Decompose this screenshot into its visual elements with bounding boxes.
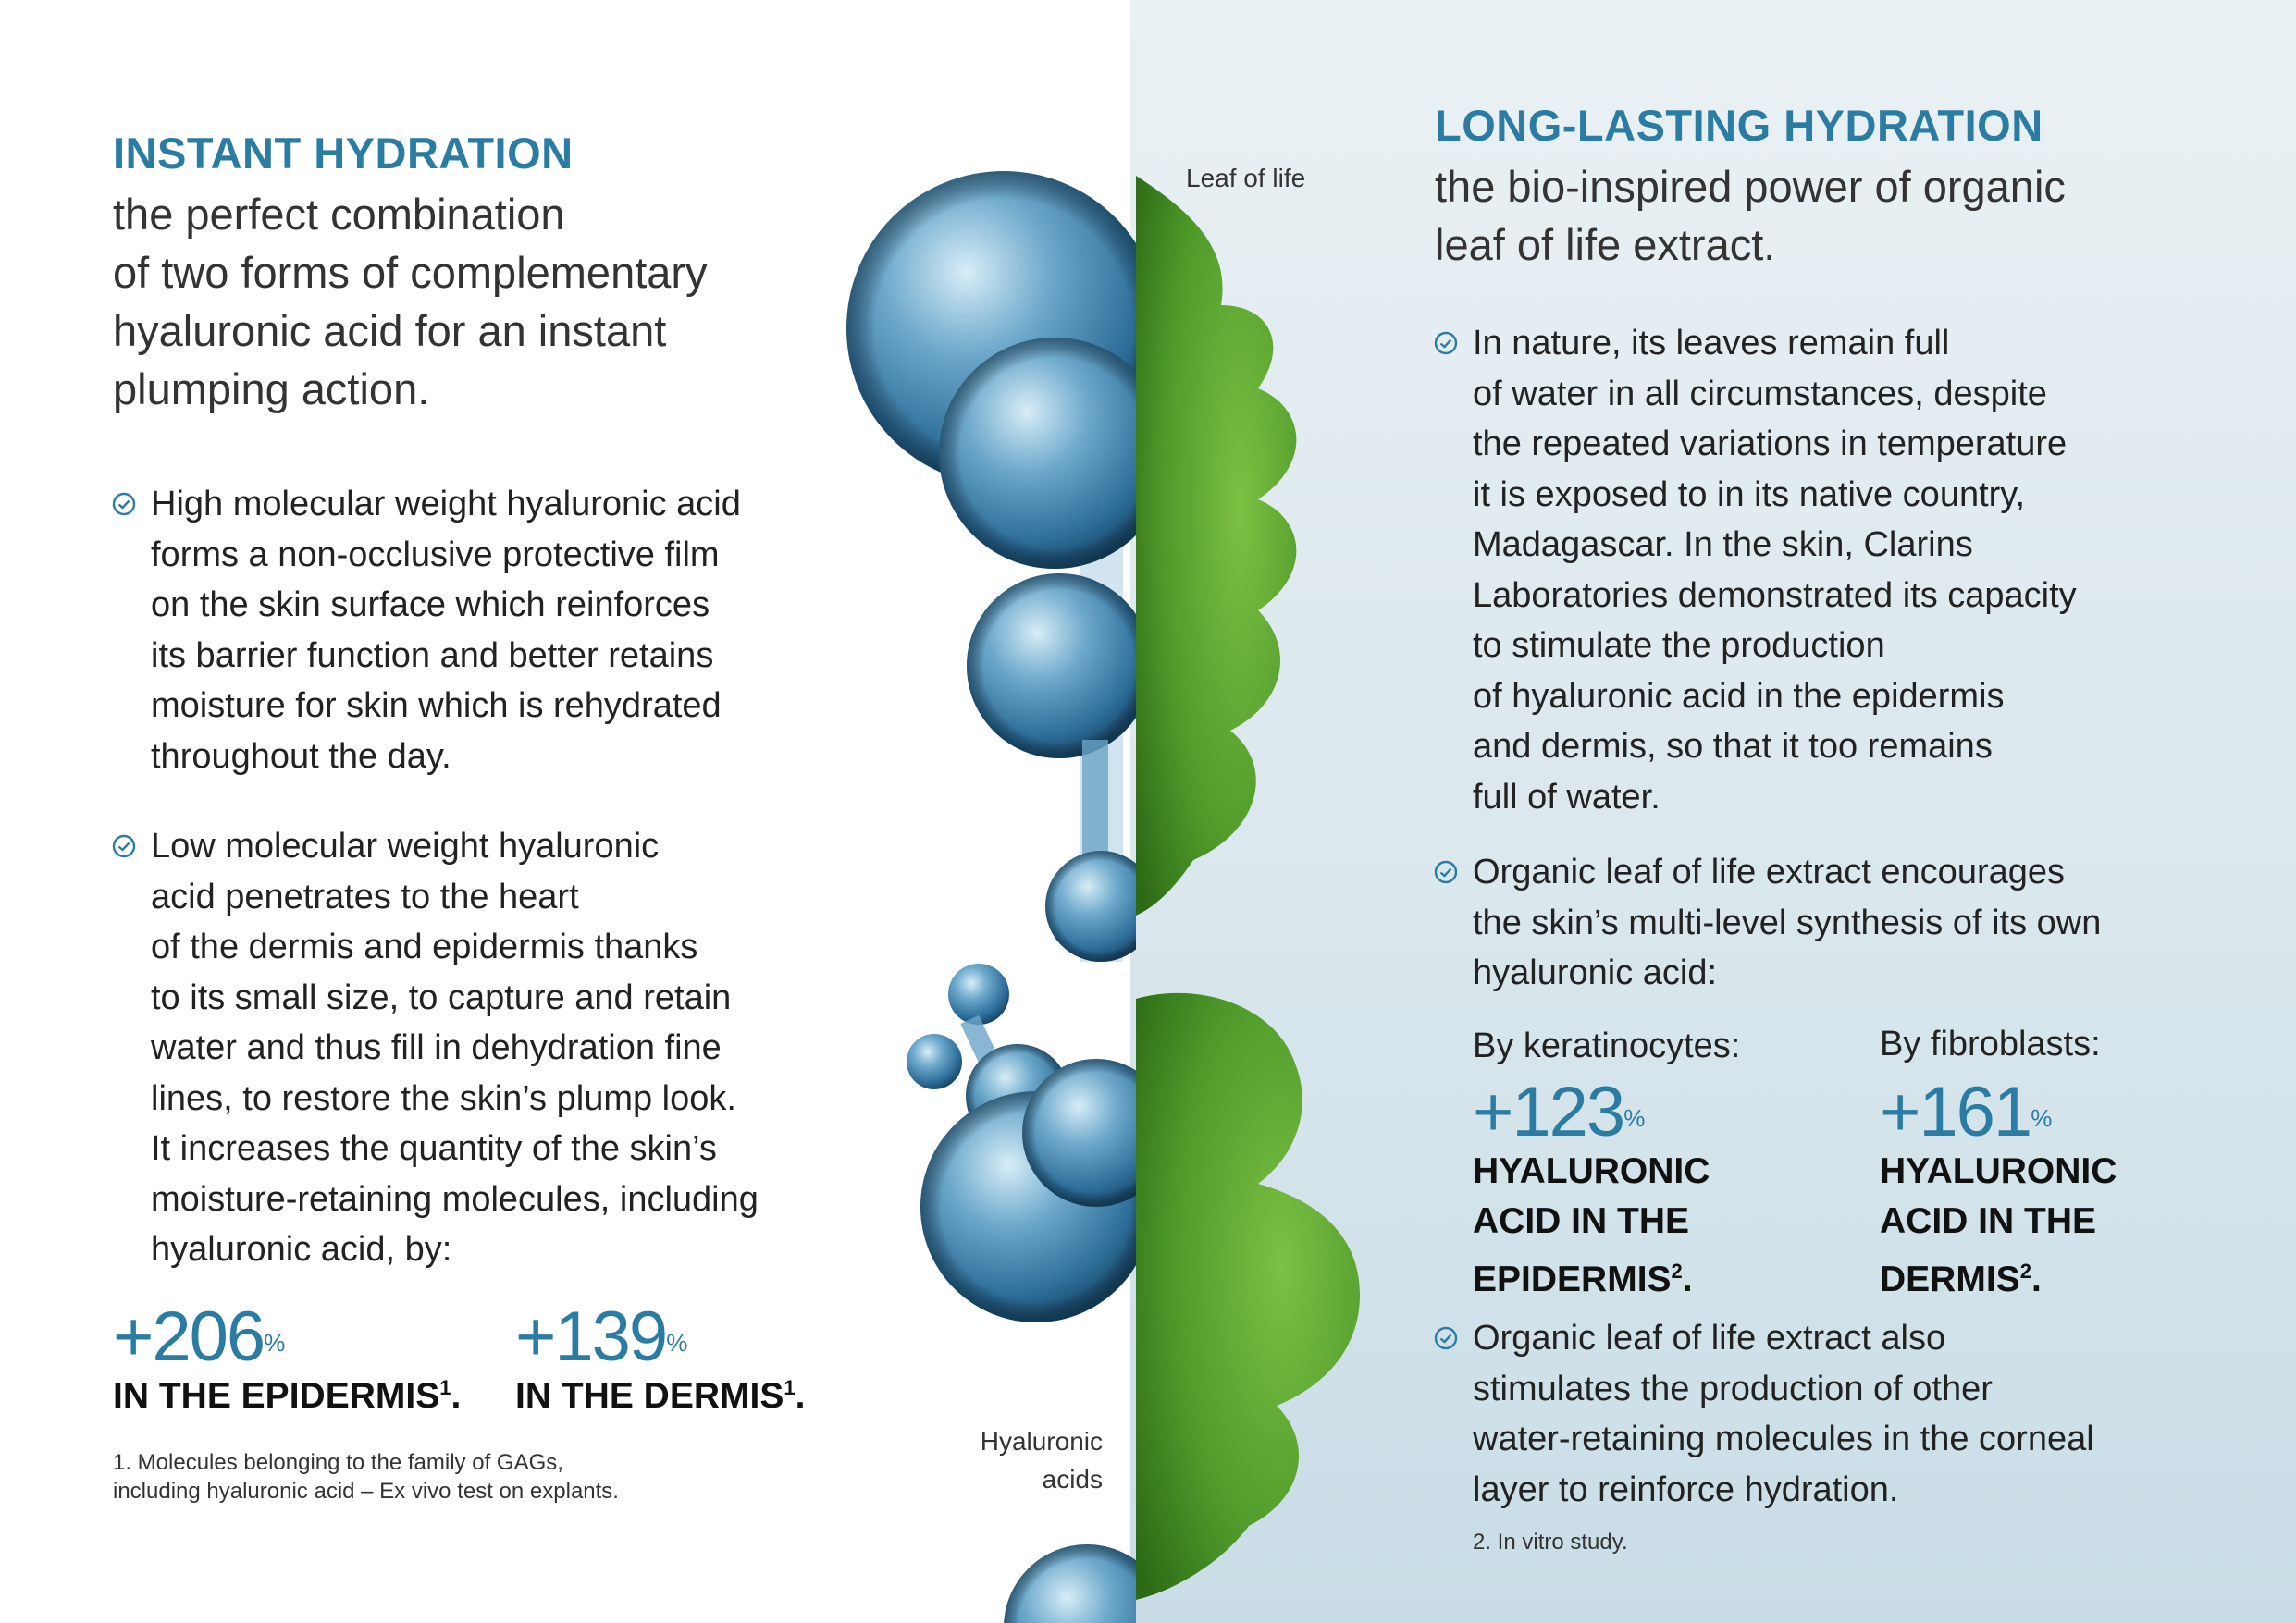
right-bullet-text: Organic leaf of life extract encourages the skin’s multi-level synthesis of its own hyaluronic acid: [1473, 853, 2102, 992]
stat-keratinocytes-caption: HYALURONIC ACID IN THE EPIDERMIS$^2$. [1473, 1151, 1710, 1299]
check-circle-icon [1434, 860, 1458, 884]
long-lasting-hydration-subtitle: the bio-inspired power of organic leaf of life extract. [1435, 162, 2066, 269]
check-circle-icon [112, 492, 136, 516]
long-lasting-hydration-title: LONG-LASTING HYDRATION [1435, 101, 2043, 150]
stat-keratinocytes-value: +123% [1473, 1073, 1646, 1151]
stat-epidermis-value: +206% [113, 1297, 286, 1376]
fibroblasts-label: By fibroblasts: [1880, 1025, 2101, 1064]
stat-fibroblasts-caption: HYALURONIC ACID IN THE DERMIS$^2$. [1880, 1151, 2117, 1299]
right-bullet-synthesis [1473, 847, 2101, 999]
stat-dermis-caption: IN THE DERMIS$^1$. [515, 1376, 806, 1416]
right-bullet-corneal [1473, 1313, 2094, 1515]
hyaluronic-acids-label: Hyaluronic acids [980, 1427, 1103, 1494]
left-bullet-text: High molecular weight hyaluronic acid forms a non-occlusive protective film on the skin surface which reinforces its barrier function and better retains moisture for skin which is rehydrated throughout the day. [151, 485, 741, 776]
leaf-of-life-label: Leaf of life [1186, 164, 1306, 192]
leaf-of-life [1136, 176, 1360, 1600]
left-bullet-text: Low molecular weight hyaluronic acid penetrates to the heart of the dermis and epidermis thanks to its small size, to capture and retain water and thus fill in dehydration fine lines, to restore the skin’s plump look. It increases the quantity of the skin’s moisture-retaining molecules, including hyaluronic acid, by: [151, 827, 759, 1269]
check-circle-icon [112, 834, 136, 858]
right-bullet-text: Organic leaf of life extract also stimulates the production of other water-retaining molecules in the corneal layer to reinforce hydration. [1473, 1319, 2094, 1509]
check-circle-icon [1434, 331, 1458, 355]
right-footnote: 2. In vitro study. [1473, 1530, 1628, 1555]
left-bullet-high-molecular [151, 479, 741, 781]
instant-hydration-title: INSTANT HYDRATION [113, 129, 574, 178]
hyaluronic-molecules [846, 171, 1170, 1623]
right-bullet-nature [1473, 318, 2077, 822]
left-bullet-low-molecular [151, 821, 759, 1275]
stat-dermis-value: +139% [515, 1297, 688, 1376]
check-circle-icon [1434, 1326, 1458, 1350]
right-bullet-text: In nature, its leaves remain full of water in all circumstances, despite the repeated variations in temperature it is exposed to in its native country, Madagascar. In the skin, Clarins Laboratories demonstrated its capacity to stimulate the production of hyaluronic acid in the epidermis and dermis, so that it too remains full of water. [1473, 324, 2077, 817]
stat-fibroblasts-value: +161% [1880, 1073, 2053, 1151]
stat-epidermis-caption: IN THE EPIDERMIS$^1$. [113, 1376, 462, 1416]
instant-hydration-subtitle: the perfect combination of two forms of complementary hyaluronic acid for an instant plumping action. [113, 190, 708, 413]
left-footnote: 1. Molecules belonging to the family of GAGs, including hyaluronic acid – Ex vivo test on explants. [113, 1450, 619, 1504]
keratinocytes-label: By keratinocytes: [1473, 1027, 1741, 1065]
